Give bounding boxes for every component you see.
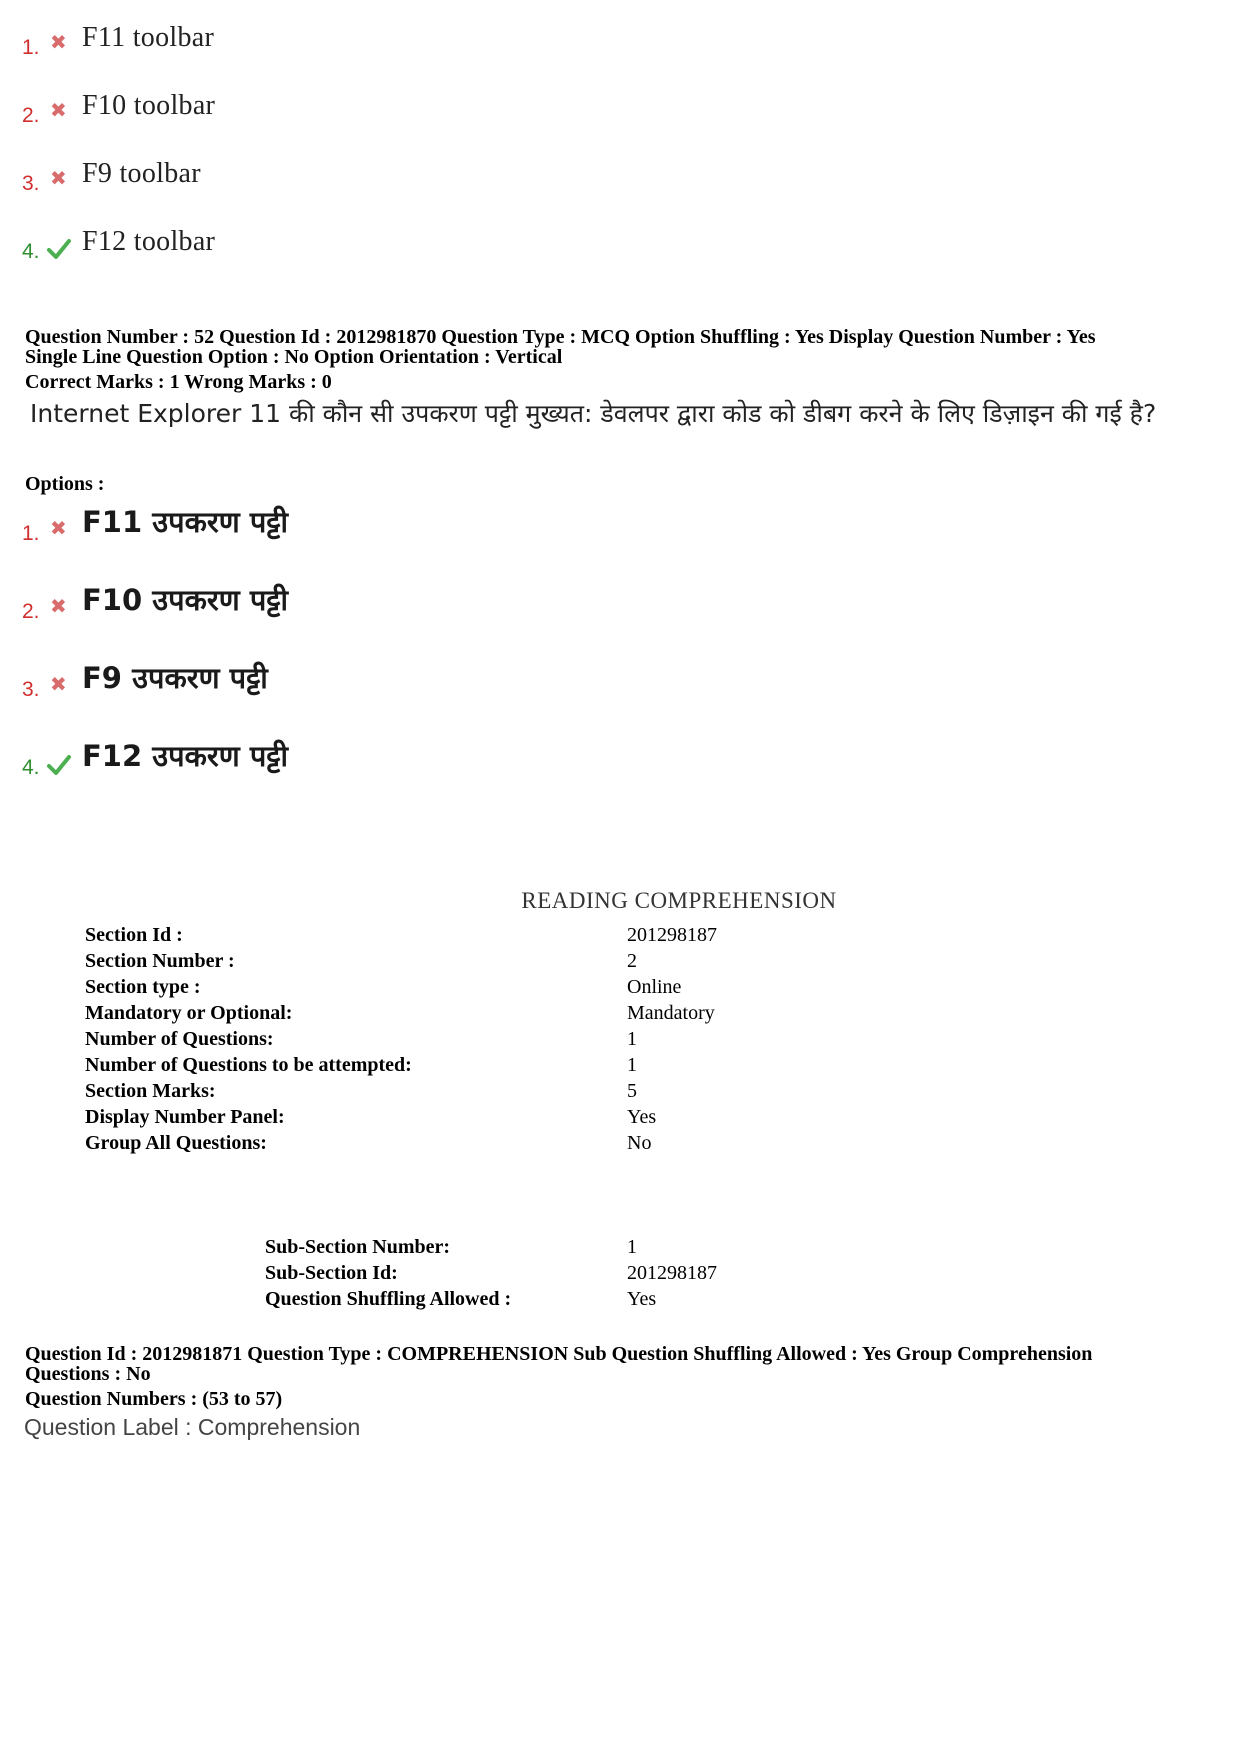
section-title: READING COMPREHENSION [521, 888, 837, 913]
question-label: Question Label : Comprehension [24, 1414, 361, 1440]
row-value: Yes [627, 1288, 657, 1310]
row-value: 1 [627, 1054, 637, 1076]
row-value: 1 [627, 1028, 637, 1050]
table-row-value [627, 1054, 637, 1077]
row-value: Yes [627, 1106, 657, 1128]
table-row-value [627, 1080, 637, 1103]
option-text: F9 उपकरण पट्टी [82, 661, 268, 695]
cross-icon: ✖ [50, 166, 67, 190]
comprehension-meta-line1: Question Id : 2012981871 Question Type : COMPREHENSION Sub Question Shuffling Allowed : Yes Group Comprehension [25, 1343, 1093, 1365]
table-row [85, 924, 183, 947]
check-icon [47, 754, 71, 776]
row-label: Display Number Panel: [85, 1106, 285, 1128]
list-item [22, 90, 322, 138]
table-row [265, 1236, 450, 1259]
table-row [85, 950, 235, 973]
options-label: Options : [25, 473, 105, 495]
question-text: Internet Explorer 11 की कौन सी उपकरण पट्टी मुख्यत: डेवलपर द्वारा कोड को डीबग करने के लिए डिज़ाइन की गई है? [30, 399, 1157, 428]
cross-icon: ✖ [50, 30, 67, 54]
question-numbers: Question Numbers : (53 to 57) [25, 1388, 283, 1410]
table-row [85, 1028, 274, 1051]
cross-icon: ✖ [50, 594, 67, 618]
row-value: Online [627, 976, 682, 998]
row-label: Number of Questions to be attempted: [85, 1054, 412, 1076]
option-number: 3. [22, 172, 40, 195]
row-label: Section Number : [85, 950, 235, 972]
row-label: Group All Questions: [85, 1132, 267, 1154]
list-item [22, 583, 422, 636]
row-value: 5 [627, 1080, 637, 1102]
list-item [22, 226, 322, 274]
option-text: F11 toolbar [82, 22, 215, 53]
row-value: 201298187 [627, 1262, 717, 1284]
option-text: F10 उपकरण पट्टी [82, 583, 288, 617]
row-label: Section type : [85, 976, 201, 998]
option-number: 3. [22, 678, 40, 701]
question-marks: Correct Marks : 1 Wrong Marks : 0 [25, 371, 332, 393]
row-label: Sub-Section Number: [265, 1236, 451, 1258]
row-value: No [627, 1132, 652, 1154]
table-row-value [627, 1132, 651, 1155]
list-item [22, 505, 422, 558]
table-row-value [627, 1028, 637, 1051]
comprehension-meta-line2: Questions : No [25, 1363, 151, 1385]
row-value: 1 [627, 1236, 637, 1258]
row-value: 201298187 [627, 924, 717, 946]
option-number: 4. [22, 756, 40, 779]
table-row [85, 1054, 412, 1077]
table-row-value [627, 976, 681, 999]
table-row-value [627, 1262, 717, 1285]
row-label: Section Marks: [85, 1080, 216, 1102]
list-item [22, 661, 422, 714]
table-row-value [627, 1236, 637, 1259]
option-number: 2. [22, 104, 40, 127]
table-row [85, 1080, 216, 1103]
list-item [22, 158, 322, 206]
cross-icon: ✖ [50, 672, 67, 696]
table-row [265, 1262, 398, 1285]
option-number: 4. [22, 240, 40, 263]
table-row-value [627, 924, 717, 947]
option-text: F11 उपकरण पट्टी [82, 505, 288, 539]
option-text: F12 उपकरण पट्टी [82, 739, 288, 773]
row-label: Section Id : [85, 924, 183, 946]
row-label: Number of Questions: [85, 1028, 274, 1050]
row-value: 2 [627, 950, 637, 972]
row-label: Question Shuffling Allowed : [265, 1288, 512, 1310]
table-row [85, 1132, 267, 1155]
option-number: 1. [22, 522, 40, 545]
list-item [22, 22, 322, 70]
list-item [22, 739, 422, 792]
option-text: F10 toolbar [82, 90, 216, 121]
table-row [265, 1288, 511, 1311]
option-number: 2. [22, 600, 40, 623]
table-row-value [627, 1288, 656, 1311]
question-meta-line1: Question Number : 52 Question Id : 2012981870 Question Type : MCQ Option Shuffling : Yes Display Question Number : Yes [25, 326, 1096, 348]
table-row-value [627, 1106, 656, 1129]
question-meta-line2: Single Line Question Option : No Option Orientation : Vertical [25, 346, 563, 368]
table-row [85, 1002, 292, 1025]
row-label: Sub-Section Id: [265, 1262, 398, 1284]
cross-icon: ✖ [50, 516, 67, 540]
row-label: Mandatory or Optional: [85, 1002, 293, 1024]
table-row-value [627, 950, 637, 973]
option-text: F9 toolbar [82, 158, 201, 189]
table-row-value [627, 1002, 715, 1025]
check-icon [47, 238, 71, 260]
row-value: Mandatory [627, 1002, 715, 1024]
option-text: F12 toolbar [82, 226, 216, 257]
table-row [85, 1106, 285, 1129]
cross-icon: ✖ [50, 98, 67, 122]
table-row [85, 976, 201, 999]
option-number: 1. [22, 36, 40, 59]
